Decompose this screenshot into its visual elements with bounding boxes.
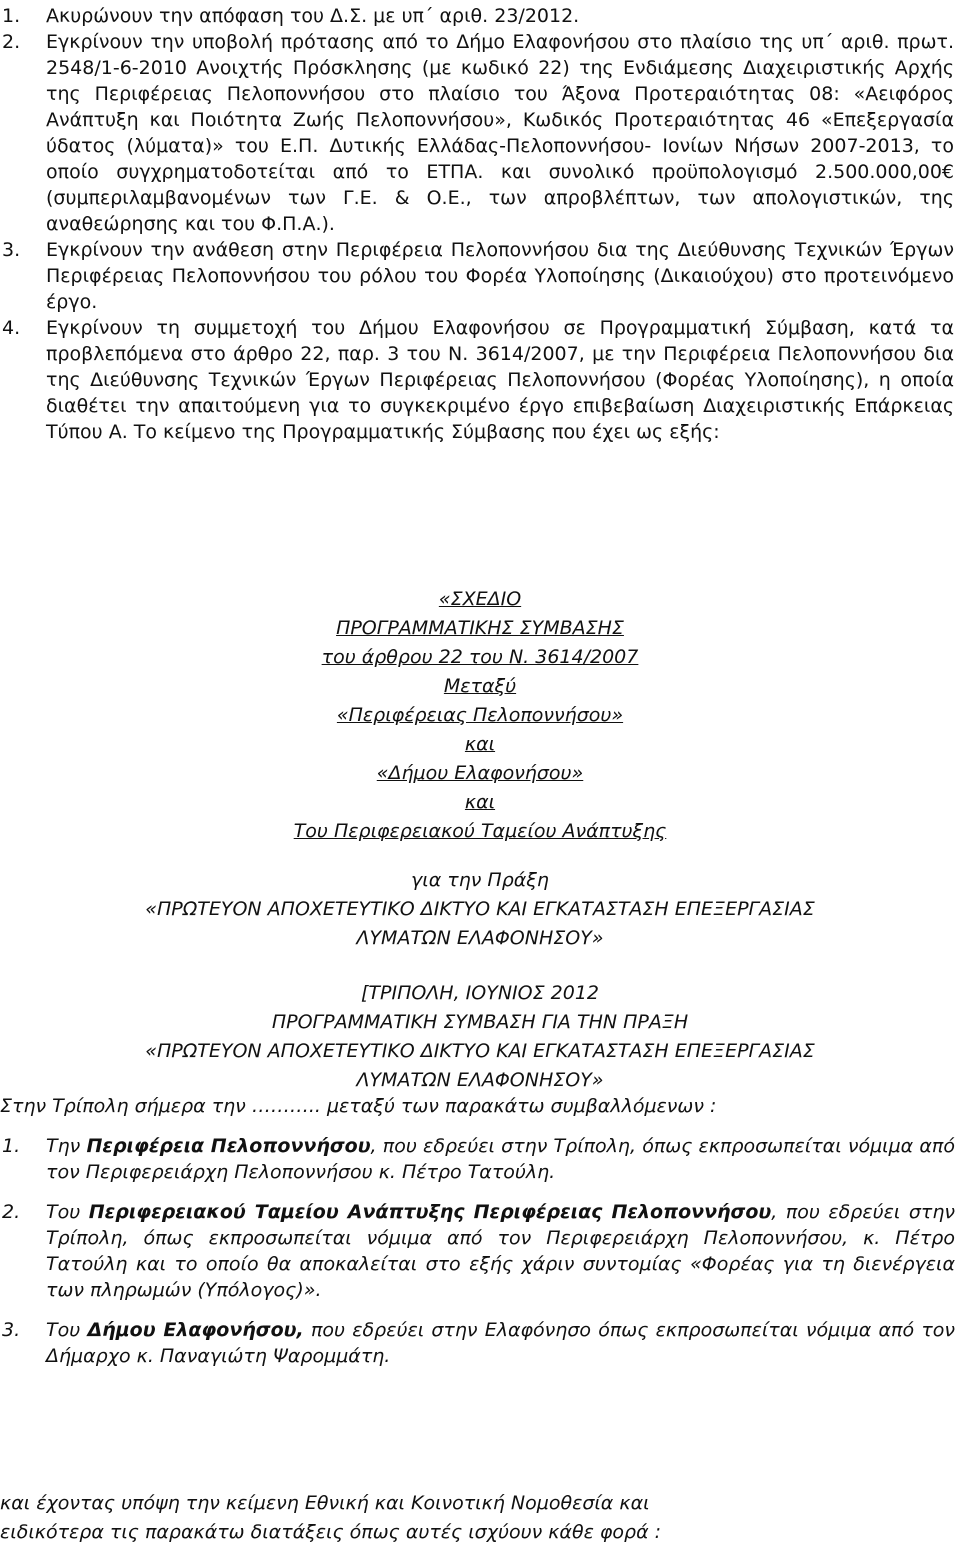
draft-subtitle: ΠΡΟΓΡΑΜΜΑΤΙΚΗΣ ΣΥΜΒΑΣΗΣ — [336, 617, 624, 639]
party-description: που εδρεύει στην Ελαφόνησο όπως εκπροσωπείται νόμιμα από τον Δήμαρχο κ. Παναγιώτη Ψαρομμάτη. — [46, 1319, 955, 1367]
decision-number: 2. — [2, 31, 21, 53]
project-title-line1: «ΠΡΩΤΕΥΟΝ ΑΠΟΧΕΤΕΥΤΙΚΟ ΔΙΚΤΥΟ ΚΑΙ ΕΓΚΑΤΑΣΤΑΣΗ ΕΠΕΞΕΡΓΑΣΙΑΣ — [145, 898, 815, 920]
party-name: Περιφερειακού Ταμείου Ανάπτυξης Περιφέρειας Πελοποννήσου — [88, 1201, 772, 1223]
decision-number: 3. — [2, 239, 21, 261]
decision-text: Εγκρίνουν την ανάθεση στην Περιφέρεια Πελοποννήσου δια της Διεύθυνσης Τεχνικών Έργων Περιφέρειας Πελοποννήσου του ρόλου του Φορέα Υλοποίησης (Δικαιούχου) στο προτεινόμενο έργο. — [46, 239, 954, 313]
decision-number: 1. — [2, 5, 21, 27]
decision-item-2 — [2, 29, 954, 237]
party-prefix: Του — [46, 1201, 89, 1223]
project-title-line2: ΛΥΜΑΤΩΝ ΕΛΑΦΟΝΗΣΟΥ» — [356, 927, 604, 949]
party-item-3 — [2, 1317, 955, 1369]
party-name: Δήμου Ελαφονήσου, — [87, 1319, 304, 1341]
closing-line-2: ειδικότερα τις παρακάτω διατάξεις όπως αυτές ισχύουν κάθε φορά : — [0, 1521, 662, 1543]
decision-item-4 — [2, 315, 954, 445]
party-list — [2, 1133, 956, 1369]
party-description: , που εδρεύει στην Τρίπολη, όπως εκπροσωπείται νόμιμα από τον Περιφερειάρχη Πελοποννήσου κ. Πέτρο Τατούλη. — [46, 1135, 955, 1183]
party-prefix: Την — [46, 1135, 87, 1157]
party-number: 2. — [2, 1201, 21, 1223]
decision-text: Εγκρίνουν τη συμμετοχή του Δήμου Ελαφονήσου σε Προγραμματική Σύμβαση, κατά τα προβλεπόμενα στο άρθρο 22, παρ. 3 του Ν. 3614/2007, με την Περιφέρεια Πελοποννήσου δια της Διεύθυνσης Τεχνικών Έργων Περιφέρειας Πελοποννήσου (Φορέας Υλοποίησης), η οποία διαθέτει την απαιτούμενη για το συγκεκριμένο έργο επιβεβαίωση Διαχειριστικής Επάρκειας Τύπου Α. Το κείμενο της Προγραμματικής Σύμβασης που έχει ως εξής: — [46, 317, 954, 443]
draft-and-2: και — [464, 791, 496, 813]
party-name: Περιφέρεια Πελοποννήσου — [86, 1135, 371, 1157]
draft-title: «ΣΧΕΔΙΟ — [438, 588, 522, 610]
project-label: για την Πράξη — [411, 869, 549, 891]
draft-article-ref: του άρθρου 22 του Ν. 3614/2007 — [321, 646, 639, 668]
draft-and-1: και — [464, 733, 496, 755]
decision-text: Ακυρώνουν την απόφαση του Δ.Σ. με υπ΄ αριθ. 23/2012. — [46, 5, 580, 27]
decision-item-3 — [2, 237, 954, 315]
draft-party-region: «Περιφέρειας Πελοποννήσου» — [336, 704, 624, 726]
decision-list — [2, 3, 954, 445]
party-item-2 — [2, 1199, 956, 1303]
party-prefix: Του — [46, 1319, 88, 1341]
draft-between: Μεταξύ — [443, 675, 517, 697]
place-date: [ΤΡΙΠΟΛΗ, ΙΟΥΝΙΟΣ 2012 — [360, 982, 600, 1004]
contract-project-line1: «ΠΡΩΤΕΥΟΝ ΑΠΟΧΕΤΕΥΤΙΚΟ ΔΙΚΤΥΟ ΚΑΙ ΕΓΚΑΤΑΣΤΑΣΗ ΕΠΕΞΕΡΓΑΣΙΑΣ — [145, 1040, 815, 1062]
closing-line-1: και έχοντας υπόψη την κείμενη Εθνική και Κοινοτική Νομοθεσία και — [0, 1492, 650, 1514]
party-number: 1. — [2, 1135, 21, 1157]
decision-text: Εγκρίνουν την υποβολή πρότασης από το Δήμο Ελαφονήσου στο πλαίσιο της υπ΄ αριθ. πρωτ. 2548/1-6-2010 Ανοιχτής Πρόσκλησης (με κωδικό 22) της Ενδιάμεσης Διαχειριστικής Αρχής της Περιφέρειας Πελοποννήσου στο πλαίσιο του Άξονα Προτεραιότητας 08: «Αειφόρος Ανάπτυξη και Ποιότητα Ζωής Πελοποννήσου», Κωδικός Προτεραιότητας 46 «Επεξεργασία ύδατος (λύματα)» του Ε.Π. Δυτικής Ελλάδας-Πελοποννήσου- Ιονίων Νήσων 2007-2013, το οποίο συγχρηματοδοτείται από το ΕΤΠΑ. και συνολικό προϋπολογισμό 2.500.000,00€ (συμπεριλαμβανομένων των Γ.Ε. & Ο.Ε., των απροβλέπτων, των απολογιστικών, της αναθεώρησης και του Φ.Π.Α.). — [46, 31, 954, 235]
contract-intro: Στην Τρίπολη σήμερα την ……….. μεταξύ των παρακάτω συμβαλλόμενων : — [0, 1095, 717, 1117]
draft-party-fund: Του Περιφερειακού Ταμείου Ανάπτυξης — [293, 820, 667, 842]
draft-party-municipality: «Δήμου Ελαφονήσου» — [376, 762, 584, 784]
contract-heading: ΠΡΟΓΡΑΜΜΑΤΙΚΗ ΣΥΜΒΑΣΗ ΓΙΑ ΤΗΝ ΠΡΑΞΗ — [271, 1011, 689, 1033]
party-description: , που εδρεύει στην Τρίπολη, όπως εκπροσωπείται νόμιμα από τον Περιφερειάρχη Πελοποννήσου, κ. Πέτρο Τατούλη και το οποίο θα αποκαλείται στο εξής χάριν συντομίας «Φορέας για τη διενέργεια των πληρωμών (Υπόλογος)». — [46, 1201, 956, 1301]
party-item-1 — [2, 1133, 955, 1185]
decision-number: 4. — [2, 317, 21, 339]
decision-item-1 — [2, 3, 954, 29]
party-number: 3. — [2, 1319, 21, 1341]
contract-project-line2: ΛΥΜΑΤΩΝ ΕΛΑΦΟΝΗΣΟΥ» — [356, 1069, 604, 1091]
